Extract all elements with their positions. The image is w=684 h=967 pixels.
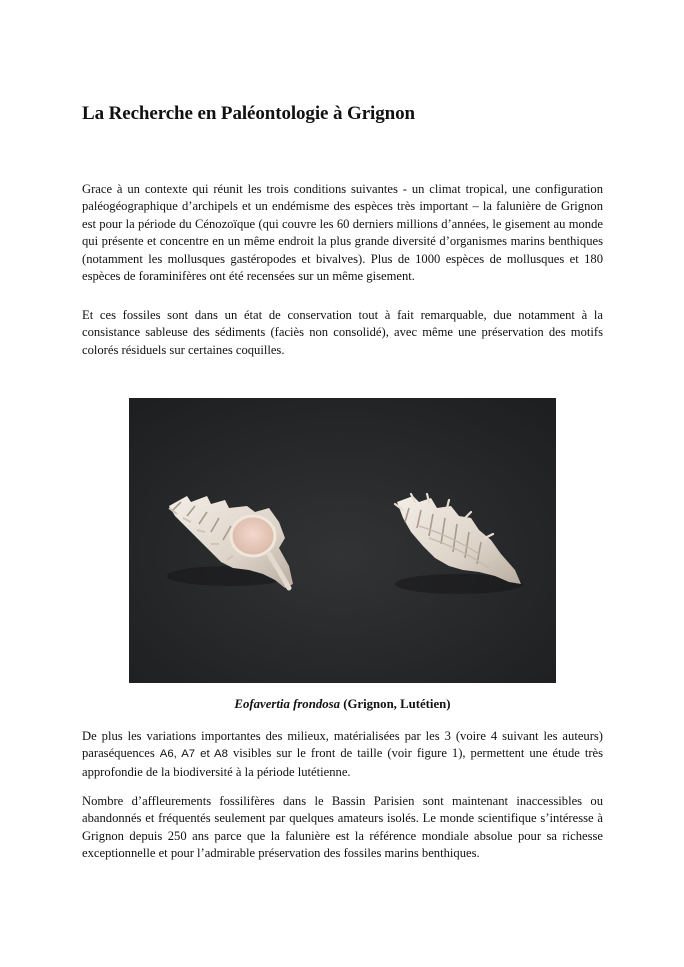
fossil-shells-photo xyxy=(129,398,556,683)
paragraph-intro: Grace à un contexte qui réunit les trois conditions suivantes - un climat tropical, une configuration paléogéographique d’archipels et un endémisme des espèces très important – la falunière de Grignon est pour la période du Cénozoïque (qui couvre les 60 derniers millions d’années, le gisement au monde qui présente et concentre en un même endroit la plus grande diversité d’organismes marins benthiques (notamment les mollusques gastéropodes et bivalves). Plus de 1000 espèces de mollusques et 180 espèces de foraminifères ont été recensées sur un même gisement. xyxy=(82,182,603,284)
figure-location: (Grignon, Lutétien) xyxy=(340,697,451,711)
photo-backdrop xyxy=(129,398,556,683)
paragraph-conservation: Et ces fossiles sont dans un état de conservation tout à fait remarquable, due notamment à la consistance sableuse des sédiments (faciès non consolidé), avec même une préservation des motifs colorés résiduels sur certaines coquilles. xyxy=(82,308,603,357)
paragraph-variations xyxy=(82,728,603,781)
paragraph-variations-end: visibles sur le front de taille (voir figure 1), permettent une étude très approfondie de la biodiversité à la période lutétienne. xyxy=(82,746,603,779)
shell-illustration xyxy=(129,398,556,683)
figure-caption xyxy=(82,697,603,712)
page-title: La Recherche en Paléontologie à Grignon xyxy=(82,103,415,124)
species-name: Eofavertia frondosa xyxy=(234,697,340,711)
parasequence-codes: A6, A7 et A8 xyxy=(159,748,228,761)
paragraph-variations-start: De plus les variations importantes des milieux, matérialisées par les 3 (voire 4 suivant les auteurs) paraséquences xyxy=(82,729,603,761)
paragraph-reference: Nombre d’affleurements fossilifères dans le Bassin Parisien sont maintenant inaccessibles ou abandonnés et fréquentés seulement par quelques amateurs isolés. Le monde scientifique s’intéresse à Grignon depuis 250 ans parce que la falunière est la référence mondiale absolue pour sa richesse exceptionnelle et pour l’admirable préservation des fossiles marins benthiques. xyxy=(82,794,603,861)
